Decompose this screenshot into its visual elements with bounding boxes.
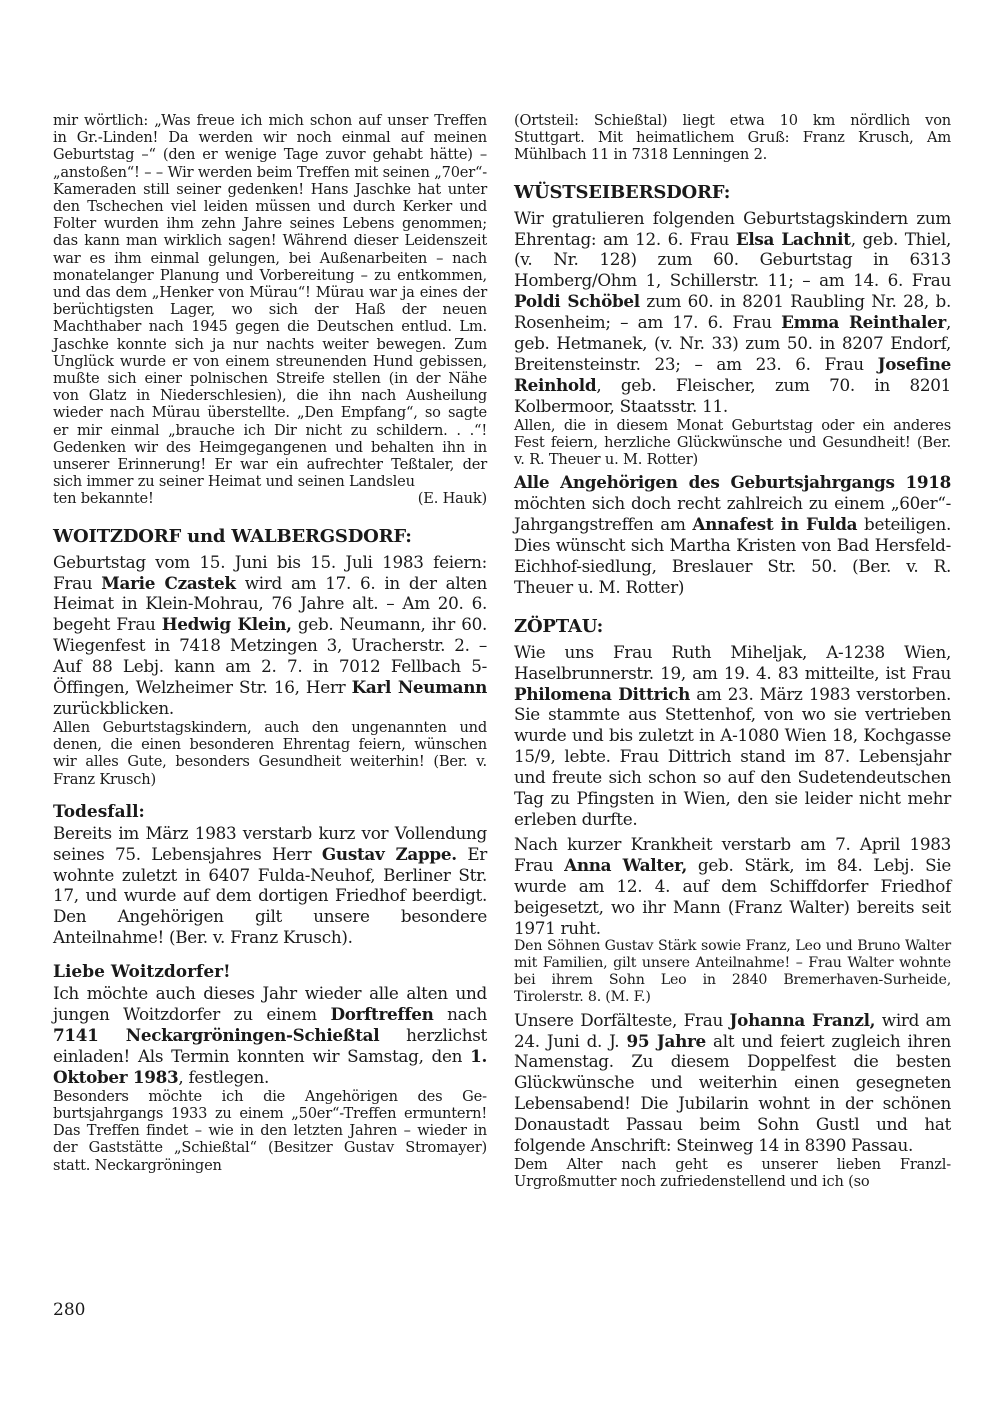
person-name: Gustav Zappe.: [321, 843, 457, 864]
section-heading-wuestseibersdorf: WÜSTSEIBERSDORF:: [514, 181, 731, 203]
person-name: Elsa Lachnit: [735, 228, 851, 249]
person-name: Karl Neumann: [351, 677, 487, 698]
intro-paragraph: mir wörtlich: „Was freue ich mich schon auf unser Treffen in Gr.-Linden! Da werden wir noch einmal auf meinen Geburtstag –“ (den er wenige Tage zuvor gehabt hätte) – „anstoßen“! – – Wir werden beim Treffen mit seinen „70er“-Kameraden still seiner gedenken! Hans Jaschke hat unter den Tschechen viel leiden müssen und durch Kerker und Folter wurden ihm zehn Jahre seines Lebens genommen; das kann man wirklich sagen! Während dieser Leidenszeit war es ihm einmal gelungen, bei Außenarbeiten – nach monatelanger Planung und Vorbereitung – zu entkommen, und das dem „Henker von Mürau“! Mürau war ja eines der berüchtigsten Lager, wo sich der Haß der neuen Machthaber nach 1945 gegen die Deutschen entlud. Lm. Jaschke konnte sich ja nur nachts weiter bewegen. Zum Unglück wurde er von einem streunenden Hund gebissen, mußte sich einer polnischen Streife stellen (in der Nähe von Glatz in Niederschlesien), die ihn nach Ausheilung wieder nach Mürau überstellte. „Den Empfang“, so sagte er mir einmal „brauche ich Dir nicht zu schildern. . .“! Gedenken wir des Heimgegangenen und behalten ihn in unserer Erinnerung! Er war ein aufrechter Teßtaler, der sich immer zu seiner Heimat und seinen Landsleu: [53, 112, 487, 491]
woitzdorf-birthdays: Geburtstag vom 15. Juni bis 15. Juli 1983 feiern: Frau Marie Czastek wird am 17. 6. in der alten Heimat in Klein-Mohrau, 76 Jahre alt. – Am 20. 6. begeht Frau Hedwig Klein, geb. Neumann, ihr 60. Wiegenfest in 7418 Metzingen 3, Uracherstr. 2. – Auf 88 Lebj. kann am 2. 7. in 7012 Fellbach 5-Öffingen, Welzheimer Str. 16, Herr Karl Neumann zurückblicken.: [53, 551, 488, 719]
intro-last-line: ten bekannte!: [53, 490, 154, 508]
person-name: Emma Reinthaler: [781, 312, 946, 333]
person-name: Philomena Dittrich: [514, 683, 690, 704]
right-column: [514, 112, 951, 1190]
person-name: Poldi Schöbel: [514, 291, 640, 312]
zoeptau-continuation: Dem Alter nach geht es unserer lieben Franzl-Urgroßmutter noch zufriedenstellend und ich (so: [514, 1155, 951, 1191]
wuestseibersdorf-birthdays: Wir gratulieren folgenden Geburtstagskindern zum Ehrentag: am 12. 6. Frau Elsa Lachnit, geb. Thiel, (v. Nr. 128) zum 60. Geburtstag in 6313 Homberg/Ohm 1, Schillerstr. 11; – am 14. 6. Frau Poldi Schöbel zum 60. in 8201 Raubling Nr. 28, b. Rosenheim; – am 17. 6. Frau Emma Reinthaler, geb. Hetmanek, (v. Nr. 33) zum 50. in 8207 Endorf, Breitensteinstr. 23; – am 23. 6. Frau Josefine Reinhold, geb. Fleischer, zum 70. in 8201 Kolbermoor, Staatsstr. 11.: [514, 207, 952, 416]
invitation-details: Besonders möchte ich die Angehörigen des Geburtsjahrgangs 1933 zu einem „50er“-Treffen ermuntern! Das Treffen findet – wie in den letzten Jahren – wieder in der Gaststätte „Schießtal“ (Besitzer Gustav Stromayer) statt. Neckargröningen: [53, 1087, 487, 1174]
intro-signature-line: [53, 490, 487, 507]
woitzdorf-greetings: Allen Geburtstagskindern, auch den ungenannten und denen, die einen besonderen Ehrentag feiern, wünschen wir alles Gute, besonders Gesundheit weiterhin! (Ber. v. Franz Krusch): [53, 718, 487, 788]
todesfall-paragraph: Bereits im März 1983 verstarb kurz vor Vollendung seines 75. Lebensjahres Herr Gustav Zappe. Er wohnte zuletzt in 6407 Fulda-Neuhof, Berliner Str. 17, und wurde auf dem dortigen Friedhof beerdigt. Den Angehörigen gilt unsere besondere Anteilnahme! (Ber. v. Franz Krusch).: [53, 822, 487, 948]
left-column: [53, 112, 487, 1174]
zoeptau-obituary-walter: Nach kurzer Krankheit verstarb am 7. April 1983 Frau Anna Walter, geb. Stärk, im 84. Lebj. Sie wurde am 12. 4. auf dem Schiffdorfer Friedhof beigesetzt, wo ihr Mann (Franz Walter) bereits seit 1971 ruht.: [514, 833, 951, 938]
section-heading-liebe-woitzdorfer: Liebe Woitzdorfer!: [53, 962, 231, 983]
person-name: Johanna Franzl,: [729, 1009, 876, 1030]
zoeptau-birthday-franzl: Unsere Dorfälteste, Frau Johanna Franzl, wird am 24. Juni d. J. 95 Jahre alt und feiert zugleich ihren Namenstag. Zu diesem Doppelfest die besten Glückwünsche und weiterhin einen gesegneten Lebensabend! Die Jubilarin wohnt in der schönen Donaustadt Passau beim Sohn Gustl und hat folgende Anschrift: Steinweg 14 in 8390 Passau.: [514, 1009, 952, 1156]
section-heading-todesfall: Todesfall:: [53, 801, 145, 822]
person-name: Josefine Reinhold: [514, 353, 951, 395]
author-signature: (E. Hauk): [417, 490, 487, 508]
person-name: Anna Walter,: [564, 854, 688, 875]
person-name: Marie Czastek: [101, 572, 236, 593]
wuestseibersdorf-greetings: Allen, die in diesem Monat Geburtstag oder ein anderes Fest feiern, herzliche Glückwünsche und Gesundheit! (Ber. v. R. Theuer u. M. Rotter): [514, 416, 951, 469]
event-date: 1. Oktober 1983: [53, 1045, 487, 1087]
location-name: 7141 Neckargröningen-Schießtal: [53, 1024, 380, 1045]
invitation-paragraph: Ich möchte auch dieses Jahr wieder alle alten und jungen Woitzdorfer zu einem Dorftreffen nach 7141 Neckargröningen-Schießtal herzlichst einladen! Als Termin konnten wir Samstag, den 1. Oktober 1983, festlegen.: [53, 983, 487, 1087]
intro-paragraph-right: (Ortsteil: Schießtal) liegt etwa 10 km nördlich von Stuttgart. Mit heimatlichem Gruß: Franz Krusch, Am Mühlbach 11 in 7318 Lenningen 2.: [514, 112, 951, 164]
page-number: 280: [53, 1300, 86, 1320]
section-heading-zoeptau: ZÖPTAU:: [514, 615, 604, 637]
jahrgangstreffen-paragraph: Alle Angehörigen des Geburtsjahrgangs 1918 möchten sich doch recht zahlreich zu einem „60er“- Jahrgangstreffen am Annafest in Fulda beteiligen. Dies wünscht sich Martha Kristen von Bad Hersfeld-Eichhof-siedlung, Breslauer Str. 50. (Ber. v. R. Theuer u. M. Rotter): [514, 472, 951, 597]
section-heading-woitzdorf: WOITZDORF und WALBERGSDORF:: [53, 525, 412, 547]
zoeptau-obituary-dittrich: Wie uns Frau Ruth Miheljak, A-1238 Wien, Haselbrunnerstr. 19, am 19. 4. 83 mitteilte, ist Frau Philomena Dittrich am 23. März 1983 verstorben. Sie stammte aus Stettenhof, von wo sie vertrieben wurde und bis zuletzt in A-1080 Wien 18, Kochgasse 15/9, lebte. Frau Dittrich stand im 87. Lebensjahr und freute sich schon so auf den Sudetendeutschen Tag zu Pfingsten in Wien, den sie leider nicht mehr erleben durfte.: [514, 641, 951, 829]
person-name: Hedwig Klein,: [161, 614, 292, 635]
zoeptau-condolence: Den Söhnen Gustav Stärk sowie Franz, Leo und Bruno Walter mit Familien, gilt unsere Anteilnahme! – Frau Walter wohnte bei ihrem Sohn Leo in 2840 Bremerhaven-Surheide, Tirolerstr. 8. (M. F.): [514, 938, 951, 1005]
